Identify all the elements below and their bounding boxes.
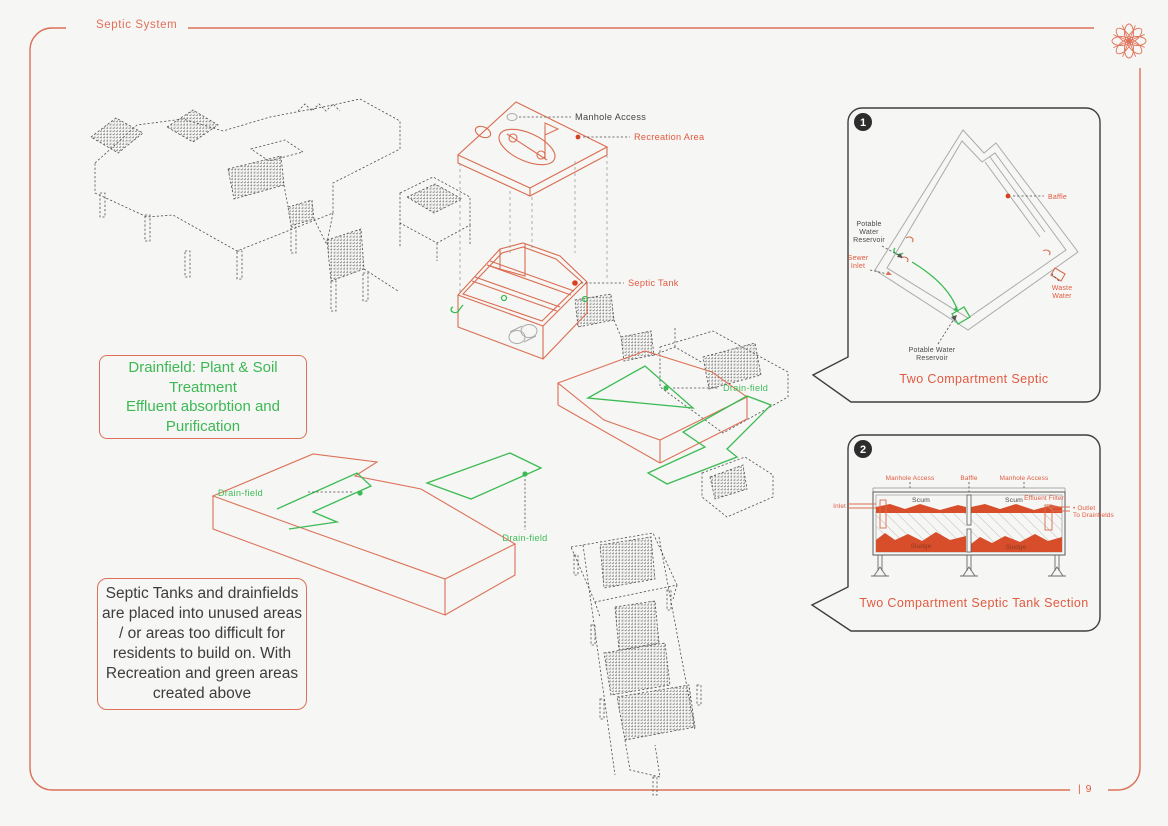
marker-dot-icon xyxy=(576,135,581,140)
marker-dot-icon xyxy=(357,490,362,495)
statement-line: Septic Tanks and drainfields xyxy=(105,584,299,602)
scum-layer-left xyxy=(876,504,966,513)
potable-water-reservoir-top-label: Potable xyxy=(856,221,882,228)
statement-line: are placed into unused areas xyxy=(102,604,302,622)
marker-dot-icon xyxy=(1006,194,1011,199)
effluent-filter xyxy=(1045,505,1052,530)
marker-dot-icon xyxy=(572,280,578,286)
green-pipe-elbow xyxy=(451,305,463,313)
flag-icon xyxy=(545,123,558,135)
sludge-label: Sludge xyxy=(910,543,932,550)
projection-lines xyxy=(460,155,607,293)
waste-water-label: Water xyxy=(1052,293,1072,300)
outlet-label: To Drainfields xyxy=(1073,512,1114,519)
page-number: | 9 xyxy=(1078,783,1093,795)
green-pipe-fitting xyxy=(502,296,507,301)
scum-label: Scum xyxy=(912,497,930,504)
manhole-access-label: Manhole Access xyxy=(885,475,935,482)
statement-line: residents to build on. With xyxy=(112,645,292,662)
page-title: Septic System xyxy=(96,19,178,31)
main-diagram-labels xyxy=(218,112,768,543)
outlet-label: • Outlet xyxy=(1073,505,1096,512)
drainfield-box-line: Purification xyxy=(165,417,241,435)
sewer-inlet-label: Sewer xyxy=(847,255,869,262)
sludge-label: Sludge xyxy=(1005,544,1027,551)
drain-field-label-right: Drain-field xyxy=(723,383,769,393)
callout-number: 2 xyxy=(859,444,867,456)
manhole-cover xyxy=(507,114,517,121)
drainfield-box-line: Drainfield: Plant & Soil xyxy=(128,359,278,376)
statement-line: / or areas too difficult for xyxy=(119,624,285,642)
manhole-access-label: Manhole Access xyxy=(999,475,1049,482)
manhole-access-label: Manhole Access xyxy=(575,112,647,122)
tank-legs xyxy=(871,555,1066,576)
potable-water-reservoir-bottom-label: Reservoir xyxy=(916,355,948,362)
housing-blocks-right xyxy=(660,331,788,517)
housing-block-tower xyxy=(400,177,470,261)
effluent-filter-label: Effluent Filter xyxy=(1024,495,1064,502)
statement-line: Recreation and green areas xyxy=(105,665,299,683)
callout-1-caption: Two Compartment Septic xyxy=(899,372,1049,386)
potable-water-reservoir-top-label: Reservoir xyxy=(853,237,885,244)
housing-blocks-lower xyxy=(571,533,701,795)
statement-info-box xyxy=(97,578,307,710)
septic-tank xyxy=(451,243,587,359)
two-compartment-septic-drawing xyxy=(875,130,1078,330)
statement-line: created above xyxy=(152,685,252,703)
waste-water-label: Waste xyxy=(1051,285,1073,292)
drainfield-box-line: Effluent absorbtion and xyxy=(125,398,280,415)
baffle-wall xyxy=(967,495,971,525)
callout-1-labels xyxy=(848,194,1073,362)
callout-number: 1 xyxy=(859,117,867,129)
inlet-pipe xyxy=(848,504,876,508)
recreation-area-label: Recreation Area xyxy=(634,132,705,142)
drainfield-info-box xyxy=(99,355,307,439)
drainfield-box-line: Treatment xyxy=(169,378,237,396)
inlet-label: Inlet xyxy=(833,503,846,510)
scum-label: Scum xyxy=(1005,497,1023,504)
potable-water-reservoir-bottom-label: Potable Water xyxy=(908,347,956,354)
drain-field-label-left: Drain-field xyxy=(217,488,263,498)
housing-blocks-upper xyxy=(91,99,400,311)
drain-field-label-bottom: Drain-field xyxy=(502,533,548,543)
sewer-inlet-label: Inlet xyxy=(850,263,866,270)
baffle-label: Baffle xyxy=(960,475,978,482)
baffle-label: Baffle xyxy=(1048,194,1067,201)
marker-dot-icon xyxy=(522,471,527,476)
outlet-pipe-cylinder xyxy=(509,325,537,344)
septic-tank-label: Septic Tank xyxy=(628,278,679,288)
baffle-wall xyxy=(967,529,971,552)
callout-panel-2 xyxy=(800,428,1114,643)
potable-water-reservoir-top-label: Water xyxy=(859,229,879,236)
callout-panel-1 xyxy=(800,100,1110,445)
callout-2-caption: Two Compartment Septic Tank Section xyxy=(859,596,1089,610)
leader-arrowhead xyxy=(886,271,892,275)
marker-dot-icon xyxy=(663,385,668,390)
